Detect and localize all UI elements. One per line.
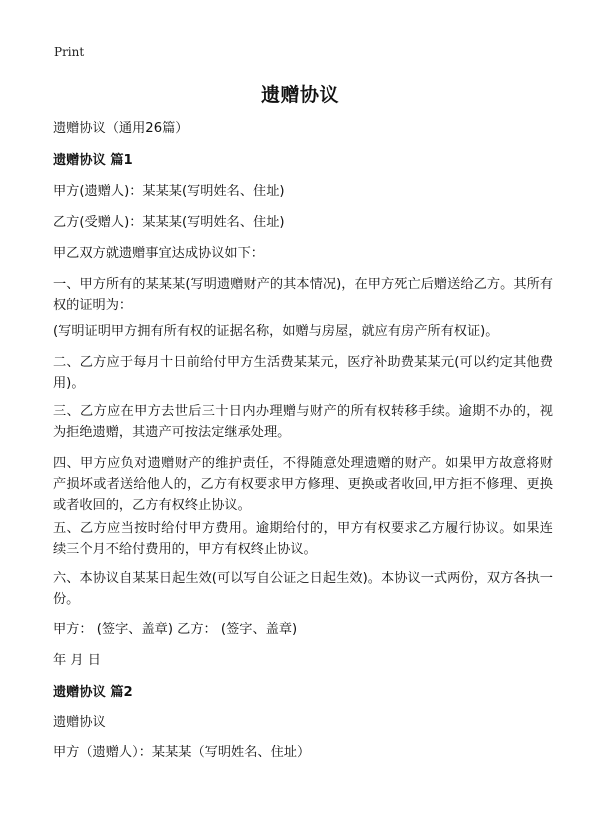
clause-4: 四、甲方应负对遗赠财产的维护责任，不得随意处理遗赠的财产。如果甲方故意将财产损坏或者送给他人的，乙方有权要求甲方修理、更换或者收回,甲方拒不修理、更换或者收回的，乙方有权终止协议。 — [53, 456, 553, 513]
document-subtitle: 遗赠协议（通用26篇） — [53, 121, 189, 136]
clause-2: 二、乙方应于每月十日前给付甲方生活费某某元，医疗补助费某某元(可以约定其他费用)。 — [53, 355, 553, 391]
section-2-title: 遗赠协议 — [53, 715, 106, 730]
print-link[interactable]: Print — [54, 45, 85, 59]
clause-3: 三、乙方应在甲方去世后三十日内办理赠与财产的所有权转移手续。逾期不办的，视为拒绝遗赠，其遗产可按法定继承处理。 — [53, 404, 553, 440]
section-2-party-a-line: 甲方（遗赠人）：某某某（写明姓名、住址） — [53, 745, 311, 760]
intro-line: 甲乙双方就遗赠事宜达成协议如下： — [53, 246, 264, 261]
clause-1-note: (写明证明甲方拥有所有权的证据名称，如赠与房屋，就应有房产所有权证)。 — [53, 324, 499, 339]
document-title: 遗赠协议 — [260, 84, 339, 106]
clause-1: 一、甲方所有的某某某(写明遗赠财产的其本情况)，在甲方死亡后赠送给乙方。其所有权的证明为： — [53, 277, 553, 313]
section-heading-2: 遗赠协议 篇2 — [53, 685, 133, 700]
signature-line: 甲方： (签字、盖章) 乙方： (签字、盖章) — [53, 622, 298, 637]
date-line: 年 月 日 — [53, 653, 101, 668]
clause-6: 六、本协议自某某日起生效(可以写自公证之日起生效)。本协议一式两份，双方各执一份。 — [53, 571, 553, 607]
party-a-line: 甲方(遗赠人)：某某某(写明姓名、住址) — [53, 184, 285, 199]
clause-5: 五、乙方应当按时给付甲方费用。逾期给付的，甲方有权要求乙方履行协议。如果连续三个月不给付费用的，甲方有权终止协议。 — [53, 521, 553, 557]
section-heading-1: 遗赠协议 篇1 — [53, 153, 133, 168]
party-b-line: 乙方(受赠人)：某某某(写明姓名、住址) — [53, 215, 285, 230]
